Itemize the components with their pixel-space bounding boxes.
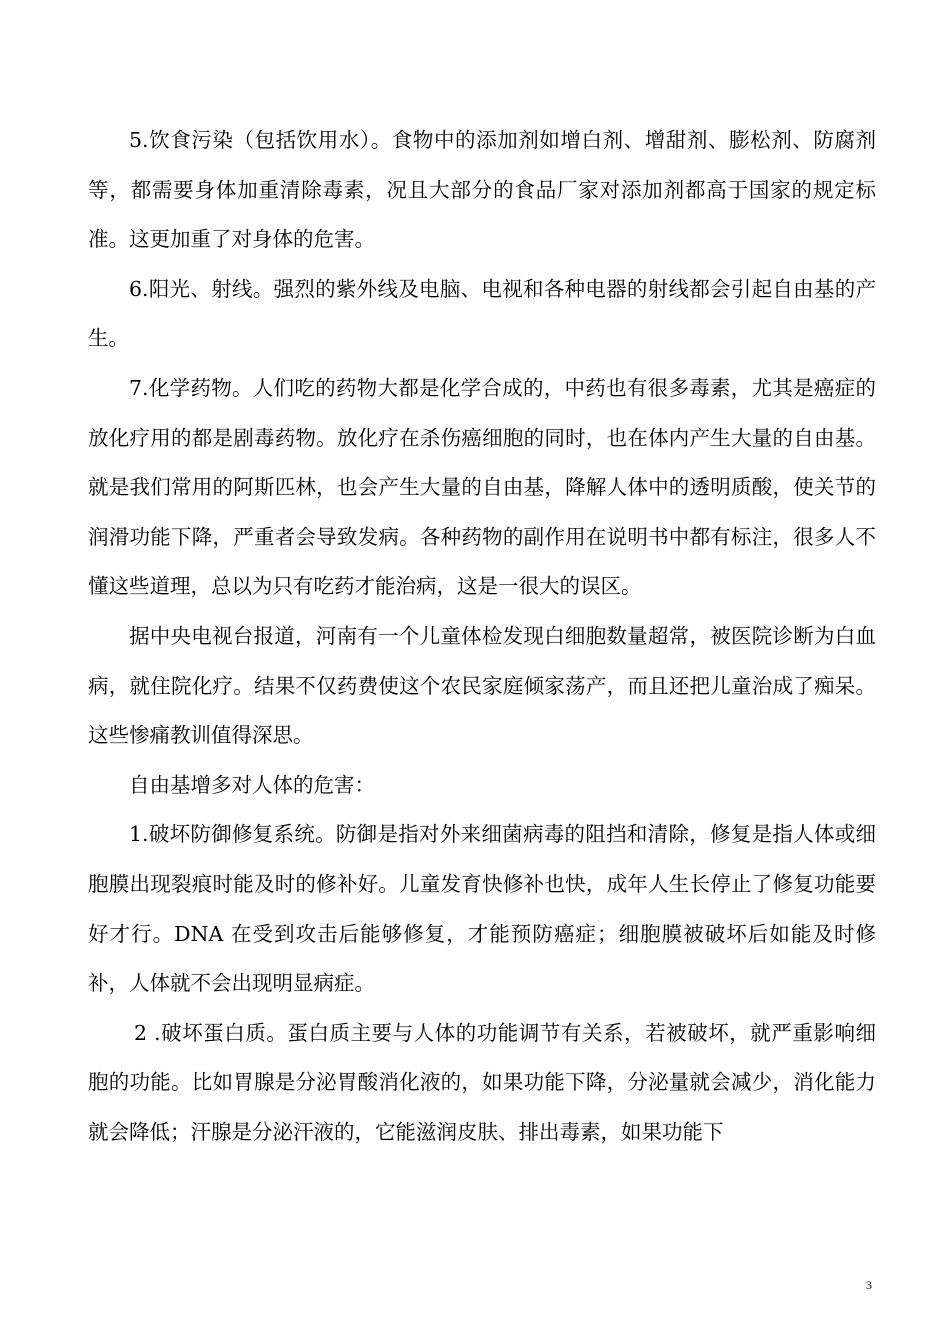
paragraph-chemical-drugs: 7.化学药物。人们吃的药物大都是化学合成的，中药也有很多毒素，尤其是癌症的放化疗用的都是剧毒药物。放化疗在杀伤癌细胞的同时，也在体内产生大量的自由基。就是我们常用的阿斯匹林，也会产生大量的自由基，降解人体中的透明质酸，使关节的润滑功能下降，严重者会导致发病。各种药物的副作用在说明书中都有标注，很多人不懂这些道理，总以为只有吃药才能治病，这是一很大的误区。 bbox=[88, 375, 876, 599]
paragraph-defense-repair: 1.破坏防御修复系统。防御是指对外来细菌病毒的阻挡和清除，修复是指人体或细胞膜出现裂痕时能及时的修补好。儿童发育快修补也快，成年人生长停止了修复功能要好才行。DNA 在受到攻击后能够修复，才能预防癌症；细胞膜被破坏后如能及时修补，人体就不会出现明显病症。 bbox=[88, 822, 876, 996]
paragraph-protein-damage: 2 .破坏蛋白质。蛋白质主要与人体的功能调节有关系，若被破坏，就严重影响细胞的功能。比如胃腺是分泌胃酸消化液的，如果功能下降，分泌量就会减少，消化能力就会降低；汗腺是分泌汗液的，它能滋润皮肤、排出毒素，如果功能下 bbox=[88, 1020, 876, 1144]
paragraph-sunlight-radiation: 6.阳光、射线。强烈的紫外线及电脑、电视和各种电器的射线都会引起自由基的产生。 bbox=[88, 276, 876, 351]
paragraph-diet-pollution: 5.饮食污染（包括饮用水）。食物中的添加剂如增白剂、增甜剂、膨松剂、防腐剂等，都需要身体加重清除毒素，况且大部分的食品厂家对添加剂都高于国家的规定标准。这更加重了对身体的危害。 bbox=[88, 128, 876, 252]
paragraph-harm-heading: 自由基增多对人体的危害： bbox=[129, 772, 375, 797]
body-text bbox=[88, 116, 876, 1157]
page-number: 3 bbox=[866, 1278, 872, 1292]
paragraph-cctv-report: 据中央电视台报道，河南有一个儿童体检发现白细胞数量超常，被医院诊断为白血病，就住院化疗。结果不仅药费使这个农民家庭倾家荡产，而且还把儿童治成了痴呆。这些惨痛教训值得深思。 bbox=[88, 623, 876, 748]
